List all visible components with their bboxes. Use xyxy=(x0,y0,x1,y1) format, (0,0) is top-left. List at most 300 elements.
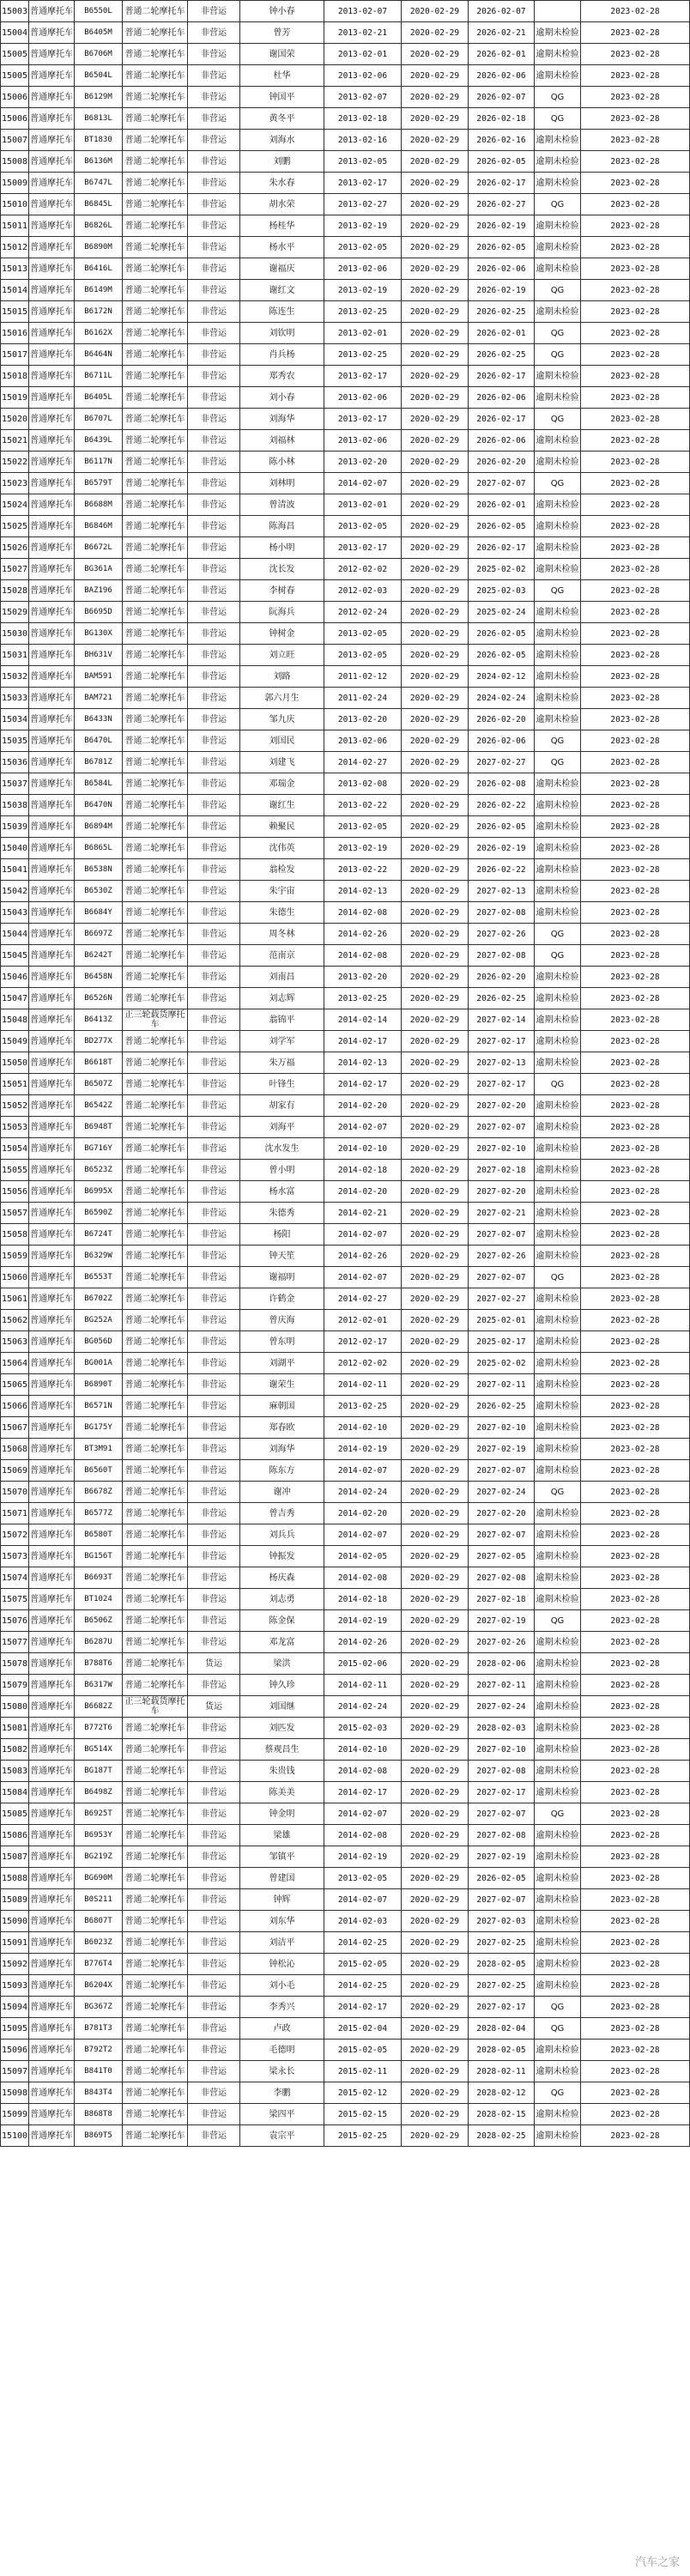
cell-scrap-date: 2023-02-28 xyxy=(581,1138,690,1160)
cell-scrap-date: 2023-02-28 xyxy=(581,430,690,452)
cell-first-registration-date: 2013-02-19 xyxy=(324,280,402,301)
cell-inspection-date: 2020-02-29 xyxy=(402,1997,469,2018)
cell-serial-no: 15057 xyxy=(1,1203,29,1224)
cell-owner: 刘路 xyxy=(240,666,324,688)
cell-vehicle-subtype: 普通二轮摩托车 xyxy=(123,1975,188,1997)
table-row xyxy=(1,1267,690,1288)
cell-plate-number: B6117N xyxy=(75,452,123,473)
cell-usage: 非营运 xyxy=(188,816,240,838)
cell-plate-number: BG219Z xyxy=(75,1846,123,1868)
cell-usage: 非营运 xyxy=(188,1803,240,1825)
cell-scrap-date: 2023-02-28 xyxy=(581,559,690,580)
cell-scrap-date: 2023-02-28 xyxy=(581,924,690,945)
cell-inspection-date: 2020-02-29 xyxy=(402,1675,469,1696)
cell-serial-no: 15081 xyxy=(1,1718,29,1739)
cell-usage: 非营运 xyxy=(188,1782,240,1803)
cell-vehicle-type: 普通摩托车 xyxy=(29,2018,75,2040)
cell-first-registration-date: 2013-02-20 xyxy=(324,709,402,730)
cell-usage: 非营运 xyxy=(188,323,240,344)
cell-serial-no: 15086 xyxy=(1,1825,29,1846)
cell-serial-no: 15089 xyxy=(1,1889,29,1911)
cell-inspection-date: 2020-02-29 xyxy=(402,838,469,859)
cell-owner: 刘钦明 xyxy=(240,323,324,344)
table-row xyxy=(1,1224,690,1246)
cell-inspection-valid-until: 2026-02-05 xyxy=(469,623,535,645)
cell-plate-number: BG514X xyxy=(75,1739,123,1761)
cell-inspection-valid-until: 2027-02-07 xyxy=(469,1224,535,1246)
cell-plate-number: B6706M xyxy=(75,44,123,65)
cell-vehicle-type: 普通摩托车 xyxy=(29,1031,75,1052)
cell-serial-no: 15061 xyxy=(1,1288,29,1310)
cell-plate-number: B6242T xyxy=(75,945,123,967)
cell-inspection-valid-until: 2026-02-07 xyxy=(469,87,535,108)
cell-serial-no: 15053 xyxy=(1,1117,29,1138)
cell-serial-no: 15006 xyxy=(1,87,29,108)
table-row xyxy=(1,1546,690,1567)
cell-vehicle-type: 普通摩托车 xyxy=(29,2125,75,2147)
cell-vehicle-subtype: 普通二轮摩托车 xyxy=(123,1632,188,1653)
cell-inspection-date: 2020-02-29 xyxy=(402,323,469,344)
cell-vehicle-type: 普通摩托车 xyxy=(29,1246,75,1267)
cell-first-registration-date: 2015-02-15 xyxy=(324,2104,402,2125)
cell-serial-no: 15056 xyxy=(1,1181,29,1203)
table-row xyxy=(1,1524,690,1546)
cell-first-registration-date: 2014-02-26 xyxy=(324,1632,402,1653)
cell-vehicle-type: 普通摩托车 xyxy=(29,22,75,44)
cell-plate-number: B6890T xyxy=(75,1374,123,1396)
cell-inspection-date: 2020-02-29 xyxy=(402,795,469,816)
cell-first-registration-date: 2013-02-05 xyxy=(324,645,402,666)
cell-usage: 非营运 xyxy=(188,1739,240,1761)
cell-plate-number: B6711L xyxy=(75,366,123,387)
cell-serial-no: 15044 xyxy=(1,924,29,945)
cell-inspection-date: 2020-02-29 xyxy=(402,859,469,881)
cell-vehicle-subtype: 普通二轮摩托车 xyxy=(123,173,188,194)
cell-inspection-date: 2020-02-29 xyxy=(402,2061,469,2082)
cell-inspection-date: 2020-02-29 xyxy=(402,430,469,452)
cell-scrap-date: 2023-02-28 xyxy=(581,1052,690,1074)
cell-usage: 非营运 xyxy=(188,773,240,795)
cell-status: 逾期未检验 xyxy=(535,902,581,924)
cell-vehicle-type: 普通摩托车 xyxy=(29,1546,75,1567)
cell-vehicle-type: 普通摩托车 xyxy=(29,1310,75,1331)
cell-usage: 非营运 xyxy=(188,688,240,709)
cell-status: 逾期未检验 xyxy=(535,1052,581,1074)
cell-scrap-date: 2023-02-28 xyxy=(581,1632,690,1653)
cell-serial-no: 15013 xyxy=(1,258,29,280)
cell-inspection-valid-until: 2027-02-10 xyxy=(469,1739,535,1761)
cell-plate-number: B6129M xyxy=(75,87,123,108)
table-row xyxy=(1,988,690,1009)
cell-vehicle-type: 普通摩托车 xyxy=(29,1524,75,1546)
table-row xyxy=(1,215,690,237)
cell-plate-number: B6682Z xyxy=(75,1696,123,1718)
cell-inspection-valid-until: 2024-02-12 xyxy=(469,666,535,688)
cell-inspection-valid-until: 2026-02-25 xyxy=(469,1396,535,1417)
cell-vehicle-type: 普通摩托车 xyxy=(29,323,75,344)
cell-serial-no: 15049 xyxy=(1,1031,29,1052)
cell-serial-no: 15005 xyxy=(1,44,29,65)
cell-serial-no: 15091 xyxy=(1,1932,29,1954)
cell-vehicle-subtype: 普通二轮摩托车 xyxy=(123,258,188,280)
cell-inspection-valid-until: 2026-02-17 xyxy=(469,409,535,430)
cell-plate-number: B6579T xyxy=(75,473,123,494)
cell-usage: 非营运 xyxy=(188,1889,240,1911)
cell-owner: 刘鹏 xyxy=(240,151,324,173)
cell-status: QG xyxy=(535,108,581,130)
cell-vehicle-subtype: 普通二轮摩托车 xyxy=(123,1589,188,1610)
cell-plate-number: B6405M xyxy=(75,22,123,44)
cell-inspection-date: 2020-02-29 xyxy=(402,1288,469,1310)
cell-plate-number: BT3M91 xyxy=(75,1439,123,1460)
cell-vehicle-type: 普通摩托车 xyxy=(29,1374,75,1396)
cell-scrap-date: 2023-02-28 xyxy=(581,730,690,752)
cell-status: 逾期未检验 xyxy=(535,967,581,988)
cell-usage: 非营运 xyxy=(188,430,240,452)
cell-scrap-date: 2023-02-28 xyxy=(581,494,690,516)
cell-owner: 刘海水 xyxy=(240,130,324,151)
cell-status: QG xyxy=(535,2018,581,2040)
cell-status: 逾期未检验 xyxy=(535,1138,581,1160)
cell-vehicle-subtype: 普通二轮摩托车 xyxy=(123,1653,188,1675)
cell-inspection-date: 2020-02-29 xyxy=(402,387,469,409)
table-row xyxy=(1,516,690,537)
table-row xyxy=(1,1825,690,1846)
cell-usage: 非营运 xyxy=(188,2061,240,2082)
cell-inspection-date: 2020-02-29 xyxy=(402,730,469,752)
cell-plate-number: B6618T xyxy=(75,1052,123,1074)
cell-plate-number: BG361A xyxy=(75,559,123,580)
cell-usage: 非营运 xyxy=(188,1868,240,1889)
cell-usage: 非营运 xyxy=(188,65,240,87)
cell-inspection-date: 2020-02-29 xyxy=(402,1632,469,1653)
cell-first-registration-date: 2013-02-01 xyxy=(324,323,402,344)
cell-serial-no: 15095 xyxy=(1,2018,29,2040)
cell-inspection-date: 2020-02-29 xyxy=(402,1203,469,1224)
cell-first-registration-date: 2014-02-10 xyxy=(324,1138,402,1160)
cell-inspection-valid-until: 2027-02-11 xyxy=(469,1675,535,1696)
cell-inspection-valid-until: 2027-02-08 xyxy=(469,945,535,967)
cell-usage: 非营运 xyxy=(188,108,240,130)
cell-inspection-date: 2020-02-29 xyxy=(402,87,469,108)
cell-status: 逾期未检验 xyxy=(535,1439,581,1460)
cell-vehicle-subtype: 普通二轮摩托车 xyxy=(123,280,188,301)
cell-vehicle-type: 普通摩托车 xyxy=(29,1160,75,1181)
cell-serial-no: 15087 xyxy=(1,1846,29,1868)
cell-vehicle-subtype: 普通二轮摩托车 xyxy=(123,1911,188,1932)
cell-status: 逾期未检验 xyxy=(535,516,581,537)
cell-first-registration-date: 2011-02-24 xyxy=(324,688,402,709)
cell-owner: 刘建飞 xyxy=(240,752,324,773)
cell-serial-no: 15011 xyxy=(1,215,29,237)
cell-vehicle-subtype: 普通二轮摩托车 xyxy=(123,816,188,838)
cell-scrap-date: 2023-02-28 xyxy=(581,1203,690,1224)
cell-inspection-date: 2020-02-29 xyxy=(402,688,469,709)
cell-inspection-date: 2020-02-29 xyxy=(402,1396,469,1417)
cell-owner: 陈连生 xyxy=(240,301,324,323)
cell-inspection-date: 2020-02-29 xyxy=(402,473,469,494)
table-row xyxy=(1,1846,690,1868)
cell-plate-number: B6894M xyxy=(75,816,123,838)
cell-vehicle-subtype: 普通二轮摩托车 xyxy=(123,537,188,559)
cell-scrap-date: 2023-02-28 xyxy=(581,795,690,816)
cell-inspection-date: 2020-02-29 xyxy=(402,194,469,215)
cell-usage: 非营运 xyxy=(188,1031,240,1052)
cell-serial-no: 15070 xyxy=(1,1482,29,1503)
cell-plate-number: B6672L xyxy=(75,537,123,559)
cell-inspection-date: 2020-02-29 xyxy=(402,1868,469,1889)
cell-inspection-date: 2020-02-29 xyxy=(402,151,469,173)
cell-serial-no: 15058 xyxy=(1,1224,29,1246)
cell-vehicle-subtype: 普通二轮摩托车 xyxy=(123,1803,188,1825)
cell-first-registration-date: 2015-02-03 xyxy=(324,1718,402,1739)
cell-vehicle-subtype: 普通二轮摩托车 xyxy=(123,2061,188,2082)
cell-scrap-date: 2023-02-28 xyxy=(581,1675,690,1696)
cell-serial-no: 15032 xyxy=(1,666,29,688)
cell-status: QG xyxy=(535,945,581,967)
table-row xyxy=(1,1803,690,1825)
cell-usage: 非营运 xyxy=(188,452,240,473)
cell-serial-no: 15051 xyxy=(1,1074,29,1095)
cell-scrap-date: 2023-02-28 xyxy=(581,65,690,87)
cell-inspection-date: 2020-02-29 xyxy=(402,945,469,967)
cell-usage: 非营运 xyxy=(188,1718,240,1739)
cell-scrap-date: 2023-02-28 xyxy=(581,2125,690,2147)
cell-inspection-date: 2020-02-29 xyxy=(402,1825,469,1846)
cell-plate-number: B6433N xyxy=(75,709,123,730)
cell-vehicle-type: 普通摩托车 xyxy=(29,1331,75,1353)
cell-scrap-date: 2023-02-28 xyxy=(581,1610,690,1632)
table-row xyxy=(1,924,690,945)
cell-usage: 非营运 xyxy=(188,1138,240,1160)
cell-serial-no: 15004 xyxy=(1,22,29,44)
cell-serial-no: 15014 xyxy=(1,280,29,301)
table-row xyxy=(1,1460,690,1482)
cell-plate-number: B6550L xyxy=(75,1,123,22)
cell-serial-no: 15005 xyxy=(1,65,29,87)
cell-inspection-date: 2020-02-29 xyxy=(402,1782,469,1803)
cell-usage: 非营运 xyxy=(188,945,240,967)
cell-vehicle-type: 普通摩托车 xyxy=(29,1417,75,1439)
cell-first-registration-date: 2014-02-27 xyxy=(324,752,402,773)
cell-scrap-date: 2023-02-28 xyxy=(581,1246,690,1267)
table-row xyxy=(1,344,690,366)
cell-owner: 刘海华 xyxy=(240,1439,324,1460)
cell-scrap-date: 2023-02-28 xyxy=(581,1718,690,1739)
cell-usage: 非营运 xyxy=(188,301,240,323)
cell-first-registration-date: 2014-02-25 xyxy=(324,1932,402,1954)
cell-inspection-valid-until: 2028-02-04 xyxy=(469,2018,535,2040)
cell-inspection-valid-until: 2027-02-10 xyxy=(469,1138,535,1160)
cell-scrap-date: 2023-02-28 xyxy=(581,988,690,1009)
cell-scrap-date: 2023-02-28 xyxy=(581,1396,690,1417)
table-row xyxy=(1,902,690,924)
cell-vehicle-type: 普通摩托车 xyxy=(29,1675,75,1696)
cell-owner: 黄冬平 xyxy=(240,108,324,130)
cell-scrap-date: 2023-02-28 xyxy=(581,173,690,194)
cell-owner: 刘兵兵 xyxy=(240,1524,324,1546)
cell-vehicle-subtype: 普通二轮摩托车 xyxy=(123,1138,188,1160)
cell-serial-no: 15052 xyxy=(1,1095,29,1117)
cell-inspection-valid-until: 2026-02-05 xyxy=(469,516,535,537)
cell-owner: 杨水平 xyxy=(240,237,324,258)
cell-scrap-date: 2023-02-28 xyxy=(581,1439,690,1460)
cell-serial-no: 15074 xyxy=(1,1567,29,1589)
cell-scrap-date: 2023-02-28 xyxy=(581,1310,690,1331)
cell-first-registration-date: 2014-02-17 xyxy=(324,1074,402,1095)
cell-owner: 赖聚民 xyxy=(240,816,324,838)
cell-scrap-date: 2023-02-28 xyxy=(581,1932,690,1954)
cell-inspection-valid-until: 2027-02-07 xyxy=(469,1117,535,1138)
table-row xyxy=(1,838,690,859)
cell-serial-no: 15048 xyxy=(1,1009,29,1031)
cell-first-registration-date: 2014-02-10 xyxy=(324,1417,402,1439)
cell-inspection-valid-until: 2027-02-17 xyxy=(469,1074,535,1095)
cell-vehicle-type: 普通摩托车 xyxy=(29,816,75,838)
cell-inspection-valid-until: 2027-02-18 xyxy=(469,1160,535,1181)
cell-usage: 非营运 xyxy=(188,2040,240,2061)
cell-first-registration-date: 2013-02-05 xyxy=(324,623,402,645)
cell-first-registration-date: 2014-02-07 xyxy=(324,1267,402,1288)
cell-status: 逾期未检验 xyxy=(535,645,581,666)
cell-inspection-date: 2020-02-29 xyxy=(402,1739,469,1761)
cell-vehicle-subtype: 普通二轮摩托车 xyxy=(123,730,188,752)
cell-inspection-date: 2020-02-29 xyxy=(402,108,469,130)
cell-serial-no: 15062 xyxy=(1,1310,29,1331)
table-row xyxy=(1,559,690,580)
cell-scrap-date: 2023-02-28 xyxy=(581,1911,690,1932)
cell-usage: 非营运 xyxy=(188,924,240,945)
cell-inspection-date: 2020-02-29 xyxy=(402,409,469,430)
table-row xyxy=(1,1975,690,1997)
table-row xyxy=(1,666,690,688)
cell-status: 逾期未检验 xyxy=(535,795,581,816)
cell-status: 逾期未检验 xyxy=(535,387,581,409)
cell-status: 逾期未检验 xyxy=(535,1095,581,1117)
table-row xyxy=(1,1417,690,1439)
cell-first-registration-date: 2014-02-08 xyxy=(324,902,402,924)
cell-serial-no: 15023 xyxy=(1,473,29,494)
cell-serial-no: 15079 xyxy=(1,1675,29,1696)
table-row xyxy=(1,1331,690,1353)
cell-plate-number: BG156T xyxy=(75,1546,123,1567)
cell-vehicle-subtype: 普通二轮摩托车 xyxy=(123,22,188,44)
cell-vehicle-type: 普通摩托车 xyxy=(29,1739,75,1761)
cell-usage: 非营运 xyxy=(188,473,240,494)
cell-vehicle-subtype: 普通二轮摩托车 xyxy=(123,1718,188,1739)
cell-serial-no: 15084 xyxy=(1,1782,29,1803)
cell-first-registration-date: 2012-02-17 xyxy=(324,1331,402,1353)
cell-vehicle-subtype: 正三轮载货摩托车 xyxy=(123,1009,188,1031)
cell-vehicle-type: 普通摩托车 xyxy=(29,1932,75,1954)
cell-usage: 非营运 xyxy=(188,1460,240,1482)
cell-usage: 非营运 xyxy=(188,1761,240,1782)
cell-owner: 翁检发 xyxy=(240,859,324,881)
table-row xyxy=(1,1911,690,1932)
cell-inspection-valid-until: 2027-02-07 xyxy=(469,1524,535,1546)
cell-status: QG xyxy=(535,323,581,344)
cell-first-registration-date: 2014-02-26 xyxy=(324,1246,402,1267)
cell-inspection-valid-until: 2027-02-19 xyxy=(469,1846,535,1868)
table-row xyxy=(1,1181,690,1203)
cell-plate-number: B792T2 xyxy=(75,2040,123,2061)
cell-plate-number: B6724T xyxy=(75,1224,123,1246)
cell-plate-number: B6538N xyxy=(75,859,123,881)
cell-owner: 郭六月生 xyxy=(240,688,324,709)
cell-inspection-valid-until: 2026-02-06 xyxy=(469,65,535,87)
cell-vehicle-type: 普通摩托车 xyxy=(29,1009,75,1031)
cell-owner: 邹镇平 xyxy=(240,1846,324,1868)
cell-serial-no: 15093 xyxy=(1,1975,29,1997)
cell-scrap-date: 2023-02-28 xyxy=(581,945,690,967)
cell-vehicle-type: 普通摩托车 xyxy=(29,902,75,924)
cell-owner: 胡家有 xyxy=(240,1095,324,1117)
cell-owner: 谢红文 xyxy=(240,280,324,301)
cell-inspection-date: 2020-02-29 xyxy=(402,280,469,301)
cell-first-registration-date: 2015-02-25 xyxy=(324,2125,402,2147)
table-row xyxy=(1,430,690,452)
cell-status: 逾期未检验 xyxy=(535,1417,581,1439)
cell-plate-number: B6149M xyxy=(75,280,123,301)
cell-inspection-valid-until: 2026-02-20 xyxy=(469,967,535,988)
cell-serial-no: 15006 xyxy=(1,108,29,130)
cell-status: 逾期未检验 xyxy=(535,1696,581,1718)
cell-inspection-valid-until: 2027-02-11 xyxy=(469,1374,535,1396)
cell-vehicle-subtype: 普通二轮摩托车 xyxy=(123,1503,188,1524)
cell-first-registration-date: 2013-02-17 xyxy=(324,409,402,430)
cell-vehicle-type: 普通摩托车 xyxy=(29,2082,75,2104)
cell-serial-no: 15068 xyxy=(1,1439,29,1460)
table-row xyxy=(1,494,690,516)
cell-usage: 非营运 xyxy=(188,2125,240,2147)
cell-usage: 非营运 xyxy=(188,1610,240,1632)
cell-usage: 非营运 xyxy=(188,1246,240,1267)
cell-status: QG xyxy=(535,580,581,602)
cell-status: 逾期未检验 xyxy=(535,602,581,623)
cell-inspection-valid-until: 2026-02-19 xyxy=(469,280,535,301)
cell-first-registration-date: 2013-02-05 xyxy=(324,516,402,537)
cell-first-registration-date: 2013-02-22 xyxy=(324,795,402,816)
cell-serial-no: 15033 xyxy=(1,688,29,709)
cell-plate-number: B6329W xyxy=(75,1246,123,1267)
cell-plate-number: B6590Z xyxy=(75,1203,123,1224)
cell-vehicle-subtype: 正三轮载货摩托车 xyxy=(123,1696,188,1718)
cell-usage: 非营运 xyxy=(188,516,240,537)
cell-scrap-date: 2023-02-28 xyxy=(581,1331,690,1353)
cell-vehicle-subtype: 普通二轮摩托车 xyxy=(123,1739,188,1761)
cell-scrap-date: 2023-02-28 xyxy=(581,215,690,237)
table-row xyxy=(1,1718,690,1739)
cell-inspection-date: 2020-02-29 xyxy=(402,2125,469,2147)
cell-vehicle-subtype: 普通二轮摩托车 xyxy=(123,709,188,730)
cell-first-registration-date: 2014-02-08 xyxy=(324,1825,402,1846)
cell-first-registration-date: 2013-02-19 xyxy=(324,838,402,859)
cell-usage: 非营运 xyxy=(188,1117,240,1138)
cell-first-registration-date: 2014-02-07 xyxy=(324,1889,402,1911)
cell-inspection-date: 2020-02-29 xyxy=(402,666,469,688)
cell-usage: 非营运 xyxy=(188,2104,240,2125)
cell-usage: 货运 xyxy=(188,1696,240,1718)
cell-status: 逾期未检验 xyxy=(535,1374,581,1396)
cell-serial-no: 15066 xyxy=(1,1396,29,1417)
cell-serial-no: 15076 xyxy=(1,1610,29,1632)
cell-usage: 非营运 xyxy=(188,988,240,1009)
cell-owner: 曾吉秀 xyxy=(240,1503,324,1524)
table-row xyxy=(1,1353,690,1374)
table-row xyxy=(1,2104,690,2125)
cell-usage: 非营运 xyxy=(188,859,240,881)
cell-vehicle-subtype: 普通二轮摩托车 xyxy=(123,602,188,623)
